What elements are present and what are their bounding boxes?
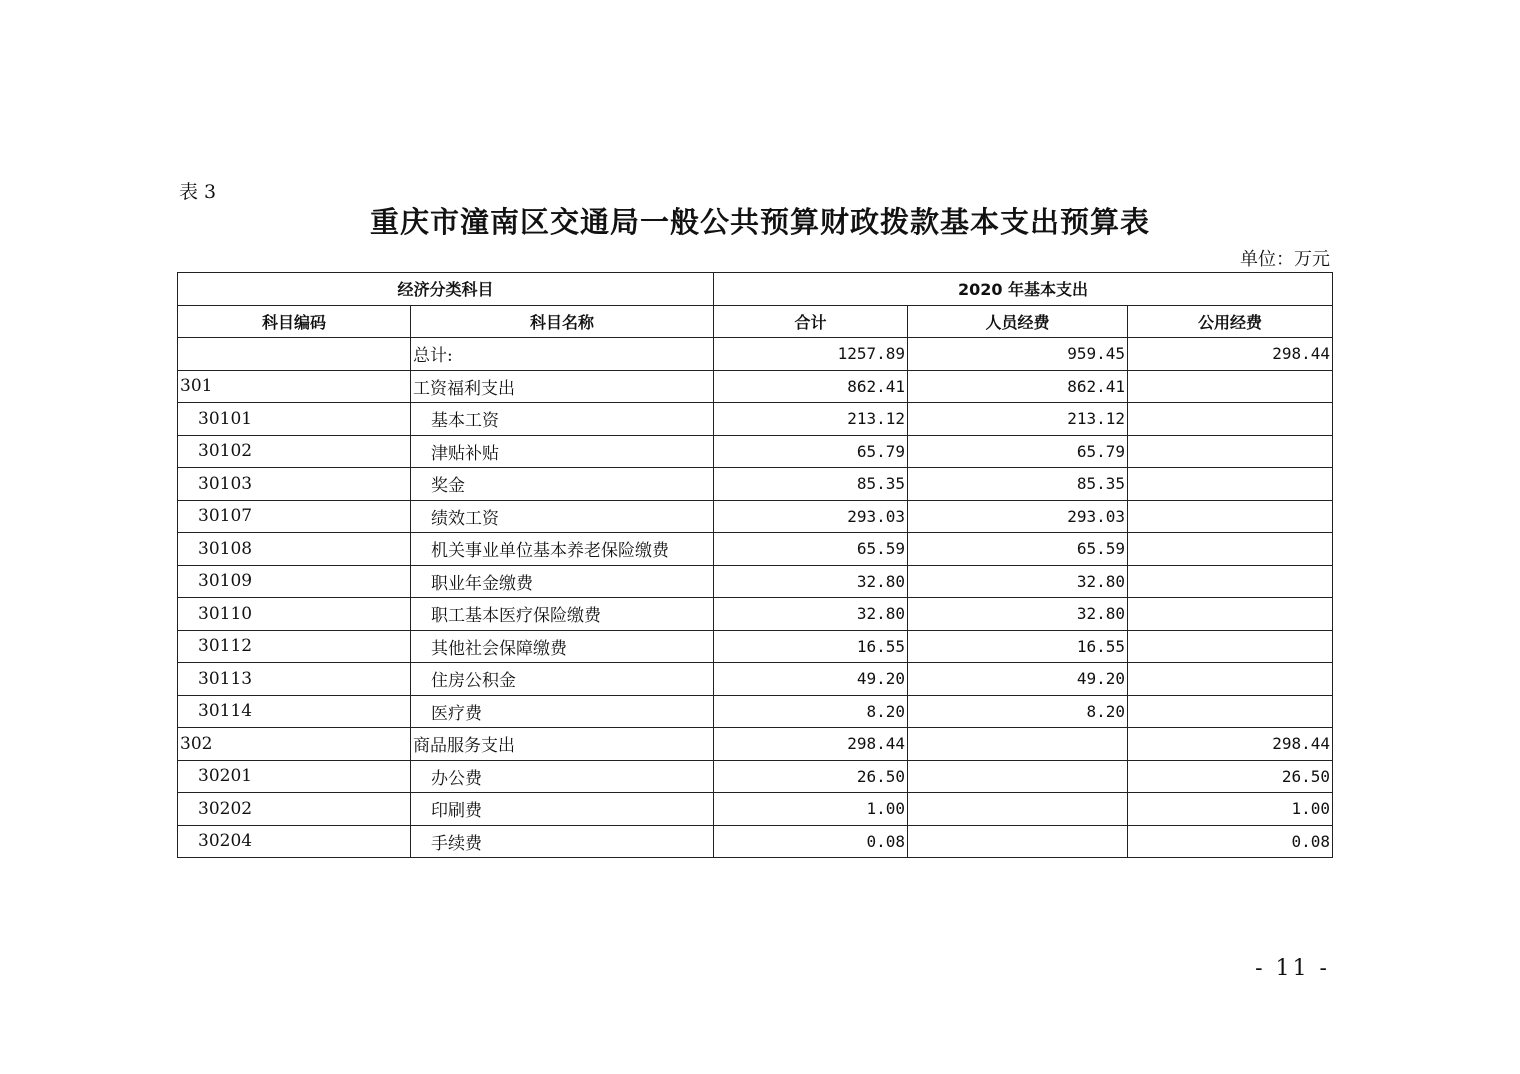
table-row: [178, 533, 1333, 566]
cell-total: 213.12: [714, 403, 908, 436]
cell-total: 32.80: [714, 598, 908, 631]
header-public: 公用经费: [1128, 305, 1333, 338]
table-label: 表 3: [179, 181, 217, 203]
table-body: [178, 338, 1333, 858]
cell-public: [1128, 370, 1333, 403]
cell-personnel: 959.45: [908, 338, 1128, 371]
cell-code: 30109: [178, 565, 411, 598]
cell-public: [1128, 403, 1333, 436]
table-row: [178, 435, 1333, 468]
table-row: [178, 370, 1333, 403]
table-row: [178, 468, 1333, 501]
page-title: 重庆市潼南区交通局一般公共预算财政拨款基本支出预算表: [369, 205, 1150, 239]
cell-name: 总计:: [411, 338, 714, 371]
table-row: [178, 403, 1333, 436]
cell-personnel: [908, 728, 1128, 761]
cell-total: 1257.89: [714, 338, 908, 371]
header-personnel: 人员经费: [908, 305, 1128, 338]
header-total: 合计: [714, 305, 908, 338]
table-row: [178, 338, 1333, 371]
cell-code: 30101: [178, 403, 411, 436]
header-name: 科目名称: [411, 305, 714, 338]
cell-name: 津贴补贴: [411, 435, 714, 468]
cell-public: [1128, 630, 1333, 663]
cell-public: [1128, 598, 1333, 631]
cell-total: 0.08: [714, 825, 908, 858]
cell-code: 30102: [178, 435, 411, 468]
cell-public: [1128, 500, 1333, 533]
cell-code: 30112: [178, 630, 411, 663]
cell-public: [1128, 663, 1333, 696]
cell-name: 机关事业单位基本养老保险缴费: [411, 533, 714, 566]
cell-name: 基本工资: [411, 403, 714, 436]
cell-public: [1128, 468, 1333, 501]
table-row: [178, 663, 1333, 696]
cell-personnel: 862.41: [908, 370, 1128, 403]
budget-table: [177, 272, 1333, 858]
cell-total: 85.35: [714, 468, 908, 501]
table-row: [178, 598, 1333, 631]
cell-personnel: 16.55: [908, 630, 1128, 663]
cell-code: 30201: [178, 760, 411, 793]
cell-total: 298.44: [714, 728, 908, 761]
cell-code: 30204: [178, 825, 411, 858]
cell-public: 26.50: [1128, 760, 1333, 793]
cell-total: 32.80: [714, 565, 908, 598]
cell-code: [178, 338, 411, 371]
cell-code: 30108: [178, 533, 411, 566]
cell-name: 住房公积金: [411, 663, 714, 696]
cell-personnel: [908, 793, 1128, 826]
cell-public: [1128, 565, 1333, 598]
cell-personnel: 293.03: [908, 500, 1128, 533]
cell-code: 301: [178, 370, 411, 403]
cell-total: 1.00: [714, 793, 908, 826]
table-row: [178, 630, 1333, 663]
cell-total: 49.20: [714, 663, 908, 696]
cell-public: 0.08: [1128, 825, 1333, 858]
cell-public: [1128, 435, 1333, 468]
cell-name: 职业年金缴费: [411, 565, 714, 598]
cell-public: [1128, 695, 1333, 728]
table-row: [178, 565, 1333, 598]
cell-public: 298.44: [1128, 728, 1333, 761]
cell-code: 30103: [178, 468, 411, 501]
cell-total: 65.59: [714, 533, 908, 566]
cell-personnel: 32.80: [908, 598, 1128, 631]
header-group-row: [178, 273, 1333, 306]
cell-total: 293.03: [714, 500, 908, 533]
cell-total: 65.79: [714, 435, 908, 468]
cell-name: 奖金: [411, 468, 714, 501]
cell-personnel: 213.12: [908, 403, 1128, 436]
header-basic-expenditure: 2020 年基本支出: [714, 273, 1333, 306]
page-number: - 11 -: [1255, 956, 1330, 981]
cell-personnel: 65.59: [908, 533, 1128, 566]
cell-code: 30114: [178, 695, 411, 728]
cell-name: 医疗费: [411, 695, 714, 728]
cell-personnel: 8.20: [908, 695, 1128, 728]
header-code: 科目编码: [178, 305, 411, 338]
cell-name: 手续费: [411, 825, 714, 858]
cell-name: 印刷费: [411, 793, 714, 826]
cell-total: 16.55: [714, 630, 908, 663]
cell-code: 30202: [178, 793, 411, 826]
cell-name: 绩效工资: [411, 500, 714, 533]
cell-name: 职工基本医疗保险缴费: [411, 598, 714, 631]
cell-name: 办公费: [411, 760, 714, 793]
cell-name: 商品服务支出: [411, 728, 714, 761]
cell-personnel: 65.79: [908, 435, 1128, 468]
cell-code: 302: [178, 728, 411, 761]
cell-total: 8.20: [714, 695, 908, 728]
cell-personnel: 85.35: [908, 468, 1128, 501]
cell-personnel: 32.80: [908, 565, 1128, 598]
table-row: [178, 760, 1333, 793]
table-row: [178, 728, 1333, 761]
unit-label: 单位：万元: [1240, 249, 1330, 270]
cell-personnel: [908, 760, 1128, 793]
cell-personnel: [908, 825, 1128, 858]
cell-code: 30110: [178, 598, 411, 631]
cell-name: 其他社会保障缴费: [411, 630, 714, 663]
header-column-row: [178, 305, 1333, 338]
table-row: [178, 500, 1333, 533]
header-economic-classification: 经济分类科目: [178, 273, 714, 306]
cell-total: 862.41: [714, 370, 908, 403]
cell-code: 30113: [178, 663, 411, 696]
table-row: [178, 825, 1333, 858]
cell-public: 298.44: [1128, 338, 1333, 371]
cell-public: [1128, 533, 1333, 566]
cell-public: 1.00: [1128, 793, 1333, 826]
cell-name: 工资福利支出: [411, 370, 714, 403]
cell-code: 30107: [178, 500, 411, 533]
cell-total: 26.50: [714, 760, 908, 793]
cell-personnel: 49.20: [908, 663, 1128, 696]
table-row: [178, 695, 1333, 728]
table-row: [178, 793, 1333, 826]
